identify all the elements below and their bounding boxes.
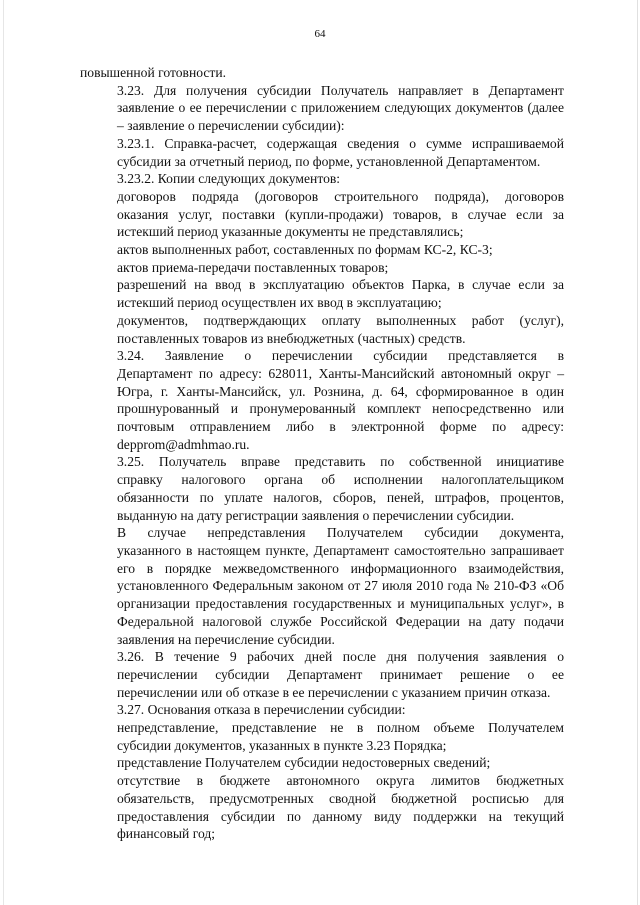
paragraph: [80, 524, 564, 648]
text-line: перечислении субсидии Департамент принимает решение о ее: [117, 666, 564, 682]
paragraph: [80, 259, 564, 277]
paragraph: [80, 347, 564, 453]
paragraph: [80, 82, 564, 135]
paragraph: [80, 754, 564, 772]
text-line: организации предоставления государственных и муниципальных услуг», в: [117, 596, 564, 612]
text-line: финансовый год;: [117, 826, 216, 842]
paragraph: [80, 241, 564, 259]
text-line: 3.23.2. Копии следующих документов:: [117, 171, 341, 187]
paragraph: [80, 188, 564, 241]
text-line: В случае непредставления Получателем субсидии документа,: [117, 525, 564, 541]
body-text: [80, 64, 564, 843]
text-line: прошнурованный и пронумерованный комплект непосредственно или: [117, 401, 564, 417]
text-line: разрешений на ввод в эксплуатацию объектов Парка, в случае если за: [117, 277, 564, 293]
text-line: субсидии документов, указанных в пункте 3.23 Порядка;: [117, 737, 447, 753]
paragraph: [80, 135, 564, 170]
text-line: Федеральной налоговой службе Российской Федерации на дату подачи: [117, 613, 564, 629]
text-line: его в порядке межведомственного информационного взаимодействия,: [117, 560, 564, 576]
text-line: Департамент по адресу: 628011, Ханты-Мансийский автономный округ –: [117, 365, 564, 381]
paragraph: [80, 64, 564, 82]
text-line: договоров подряда (договоров строительного подряда), договоров: [117, 188, 564, 204]
text-line: повышенной готовности.: [80, 65, 227, 80]
paragraph: [80, 312, 564, 347]
text-line: оказания услуг, поставки (купли-продажи) товаров, в случае если за: [117, 206, 564, 222]
text-line: перечислении или об отказе в ее перечислении с указанием причин отказа.: [117, 684, 551, 700]
text-line: документов, подтверждающих оплату выполненных работ (услуг),: [117, 312, 564, 328]
text-line: справку налогового органа об исполнении налогоплательщиком: [117, 472, 564, 488]
text-line: субсидии за отчетный период, по форме, установленной Департаментом.: [117, 153, 541, 169]
text-line: почтовым отправлением либо в электронной форме по адресу:: [117, 419, 564, 435]
text-line: актов выполненных работ, составленных по формам КС-2, КС-3;: [117, 242, 493, 258]
paragraph: [80, 453, 564, 524]
text-line: предоставления субсидии по данному виду поддержки на текущий: [117, 808, 564, 824]
text-line: актов приема-передачи поставленных товаров;: [117, 259, 389, 275]
text-line: обязанности по уплате налогов, сборов, пеней, штрафов, процентов,: [117, 489, 564, 505]
scan-edge-right: [637, 0, 638, 905]
text-line: 3.23.1. Справка-расчет, содержащая сведения о сумме испрашиваемой: [117, 135, 564, 151]
text-line: depprom@admhmao.ru.: [117, 436, 250, 452]
paragraph: [80, 719, 564, 754]
text-line: Югра, г. Ханты-Мансийск, ул. Рознина, д. 64, сформированное в один: [117, 383, 564, 399]
text-line: отсутствие в бюджете автономного округа лимитов бюджетных: [117, 773, 564, 789]
paragraph: [80, 772, 564, 843]
text-line: представление Получателем субсидии недостоверных сведений;: [117, 755, 491, 771]
paragraph: [80, 701, 564, 719]
paragraph: [80, 170, 564, 188]
scan-edge-left: [3, 0, 4, 905]
text-line: истекший период указанные документы не представлялись;: [117, 224, 464, 240]
text-line: 3.26. В течение 9 рабочих дней после дня получения заявления о: [117, 649, 564, 665]
text-line: непредставление, представление не в полном объеме Получателем: [117, 720, 564, 736]
text-line: обязательств, предусмотренных сводной бюджетной росписью для: [117, 790, 564, 806]
text-line: заявление о ее перечислении с приложением следующих документов (далее: [117, 100, 564, 116]
text-line: установленного Федеральным законом от 27 июля 2010 года № 210-ФЗ «Об: [117, 578, 564, 594]
text-line: выданную на дату регистрации заявления о перечислении субсидии.: [117, 507, 515, 523]
page-number: 64: [314, 28, 326, 40]
text-line: поставленных товаров из внебюджетных (частных) средств.: [117, 330, 466, 346]
paragraph: [80, 276, 564, 311]
text-line: заявления на перечисление субсидии.: [117, 631, 335, 647]
text-line: 3.24. Заявление о перечислении субсидии представляется в: [117, 348, 564, 364]
text-line: 3.25. Получатель вправе представить по собственной инициативе: [117, 454, 564, 470]
paragraph: [80, 648, 564, 701]
text-line: указанного в настоящем пункте, Департамент самостоятельно запрашивает: [117, 542, 564, 558]
text-line: – заявление о перечислении субсидии):: [117, 118, 345, 134]
text-line: истекший период осуществлен их ввод в эксплуатацию;: [117, 295, 442, 311]
text-line: 3.27. Основания отказа в перечислении субсидии:: [117, 702, 406, 718]
text-line: 3.23. Для получения субсидии Получатель направляет в Департамент: [117, 82, 564, 98]
